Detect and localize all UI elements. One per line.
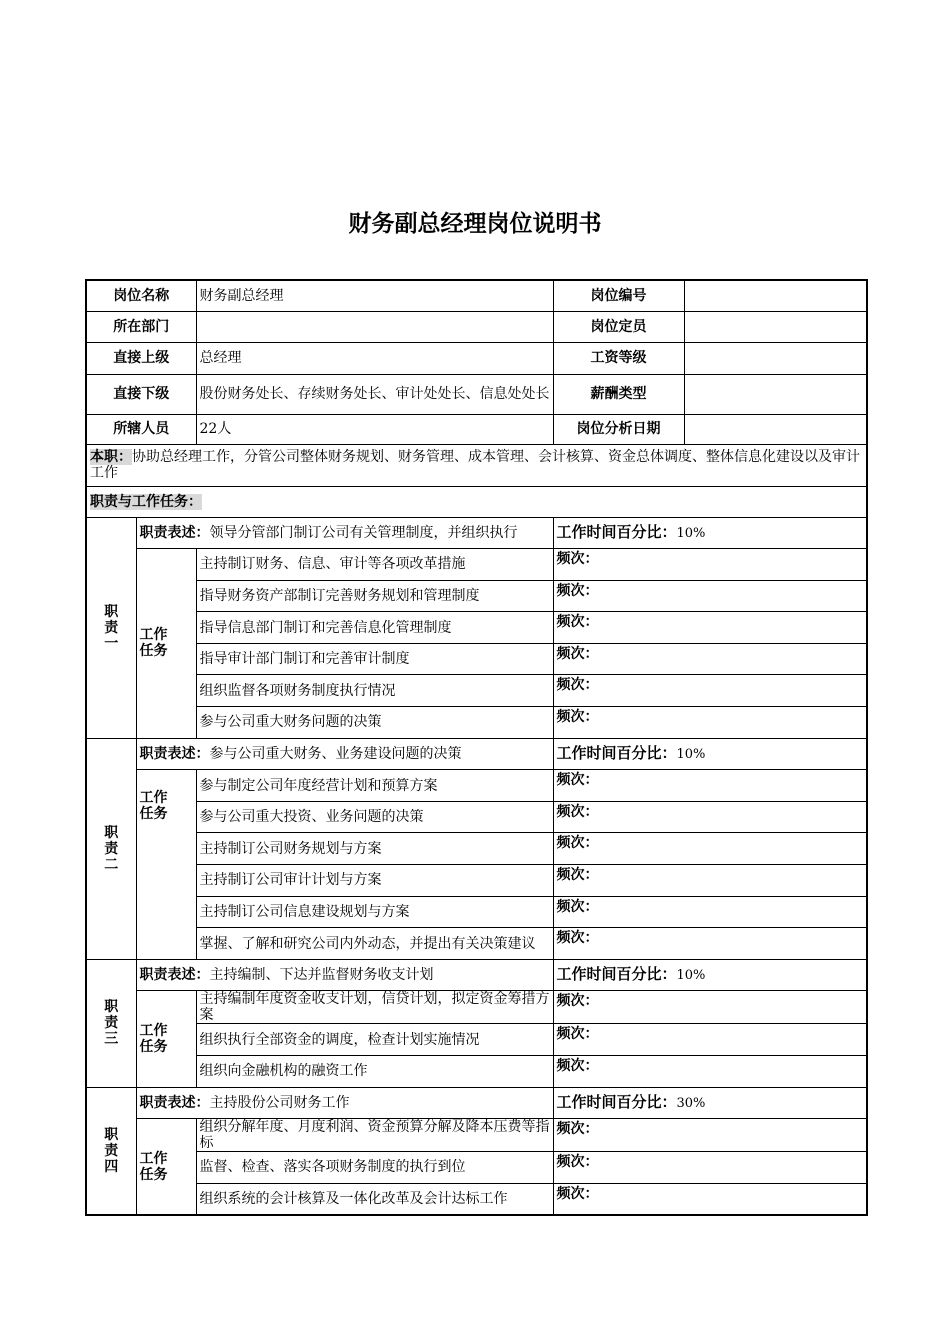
- time-pct-value: 30%: [676, 1095, 706, 1111]
- task-row: [86, 675, 867, 707]
- task-row: [86, 1024, 867, 1056]
- duty-name-text: 职责一: [104, 603, 119, 652]
- frequency-label: 频次：: [553, 991, 867, 1024]
- managed-value: 22人: [196, 414, 553, 444]
- task-row: [86, 643, 867, 675]
- frequency-label: 频次：: [553, 612, 867, 644]
- row-position-name: [86, 280, 867, 311]
- frequency-label: 频次：: [553, 1183, 867, 1215]
- task-row: [86, 612, 867, 644]
- task-text: 主持制订公司信息建设规划与方案: [196, 896, 553, 928]
- frequency-label: 频次：: [553, 801, 867, 833]
- subordinate-value: 股份财务处长、存续财务处长、审计处处长、信息处处长: [196, 374, 553, 414]
- duty-statement-text: 参与公司重大财务、业务建设问题的决策: [209, 745, 462, 762]
- row-managed: [86, 414, 867, 444]
- managed-label: 所辖人员: [86, 414, 196, 444]
- duty-statement-row: [86, 517, 867, 549]
- wage-grade-value: [684, 342, 867, 374]
- task-row: [86, 896, 867, 928]
- row-duties-heading: [86, 486, 867, 517]
- frequency-label: 频次：: [553, 865, 867, 897]
- work-task-label-text: 工作任务: [139, 627, 168, 660]
- subordinate-label: 直接下级: [86, 374, 196, 414]
- task-row: [86, 801, 867, 833]
- duties-heading: 职责与工作任务：: [90, 493, 202, 510]
- frequency-label: 频次：: [553, 675, 867, 707]
- frequency-label: 频次：: [553, 770, 867, 802]
- work-task-label: [136, 549, 196, 739]
- duty-name-text: 职责四: [104, 1126, 119, 1175]
- department-value: [196, 311, 553, 342]
- task-text: 参与公司重大投资、业务问题的决策: [196, 801, 553, 833]
- duty-statement-cell: [136, 738, 553, 770]
- task-text: 组织系统的会计核算及一体化改革及会计达标工作: [196, 1183, 553, 1215]
- row-department: [86, 311, 867, 342]
- frequency-label: 频次：: [553, 1152, 867, 1184]
- document-title: 财务副总经理岗位说明书: [348, 211, 602, 237]
- staffing-value: [684, 311, 867, 342]
- job-description-table: [85, 279, 868, 1216]
- staffing-label: 岗位定员: [553, 311, 684, 342]
- frequency-label: 频次：: [553, 643, 867, 675]
- task-text: 指导审计部门制订和完善审计制度: [196, 643, 553, 675]
- task-text: 主持制订财务、信息、审计等各项改革措施: [196, 549, 553, 581]
- task-text: 组织向金融机构的融资工作: [196, 1056, 553, 1088]
- summary-cell: [86, 444, 867, 486]
- task-row: [86, 833, 867, 865]
- duty-statement-cell: [136, 517, 553, 549]
- frequency-label: 频次：: [553, 1024, 867, 1056]
- duty-statement-label: 职责表述：: [139, 967, 210, 984]
- duty-statement-row: [86, 1087, 867, 1119]
- duty-name-text: 职责二: [104, 824, 119, 873]
- duty-name: [86, 1087, 136, 1215]
- time-pct-label: 工作时间百分比：: [556, 965, 677, 984]
- frequency-label: 频次：: [553, 896, 867, 928]
- task-text: 参与公司重大财务问题的决策: [196, 707, 553, 739]
- duty-name: [86, 517, 136, 738]
- task-row: [86, 1183, 867, 1215]
- salary-type-value: [684, 374, 867, 414]
- position-name-label: 岗位名称: [86, 280, 196, 311]
- row-superior: [86, 342, 867, 374]
- salary-type-label: 薪酬类型: [553, 374, 684, 414]
- duties-heading-cell: [86, 486, 867, 517]
- duty-statement-text: 主持编制、下达并监督财务收支计划: [209, 967, 434, 984]
- time-pct-label: 工作时间百分比：: [556, 743, 677, 762]
- time-pct-cell: [553, 738, 867, 770]
- work-task-label: [136, 770, 196, 960]
- work-task-label: [136, 991, 196, 1087]
- task-row: [86, 707, 867, 739]
- time-pct-label: 工作时间百分比：: [556, 522, 677, 541]
- task-text: 主持制订公司审计计划与方案: [196, 865, 553, 897]
- time-pct-value: 10%: [676, 968, 706, 984]
- duty-name-text: 职责三: [104, 999, 119, 1048]
- task-row: [86, 1152, 867, 1184]
- duty-statement-label: 职责表述：: [139, 745, 210, 762]
- superior-label: 直接上级: [86, 342, 196, 374]
- task-text: 指导财务资产部制订完善财务规划和管理制度: [196, 580, 553, 612]
- summary-label: 本职：: [90, 449, 132, 465]
- duty-statement-row: [86, 959, 867, 991]
- analysis-date-value: [684, 414, 867, 444]
- row-summary: [86, 444, 867, 486]
- task-row: [86, 991, 867, 1024]
- duty-name: [86, 959, 136, 1087]
- work-task-label-text: 工作任务: [139, 790, 168, 823]
- task-text: 主持制订公司财务规划与方案: [196, 833, 553, 865]
- wage-grade-label: 工资等级: [553, 342, 684, 374]
- task-text: 指导信息部门制订和完善信息化管理制度: [196, 612, 553, 644]
- task-text: 掌握、了解和研究公司内外动态，并提出有关决策建议: [196, 928, 553, 960]
- task-text: 参与制定公司年度经营计划和预算方案: [196, 770, 553, 802]
- time-pct-cell: [553, 959, 867, 991]
- task-row: [86, 549, 867, 581]
- task-row: [86, 865, 867, 897]
- duty-statement-cell: [136, 959, 553, 991]
- frequency-label: 频次：: [553, 833, 867, 865]
- summary-text: 协助总经理工作，分管公司整体财务规划、财务管理、成本管理、会计核算、资金总体调度、整体信息化建设以及审计工作: [90, 449, 860, 481]
- duty-statement-text: 领导分管部门制订公司有关管理制度，并组织执行: [209, 524, 518, 541]
- task-text: 监督、检查、落实各项财务制度的执行到位: [196, 1152, 553, 1184]
- position-name-value: 财务副总经理: [196, 280, 553, 311]
- duty-statement-label: 职责表述：: [139, 524, 210, 541]
- task-text: 组织分解年度、月度利润、资金预算分解及降本压费等指标: [196, 1119, 553, 1152]
- work-task-label-text: 工作任务: [139, 1023, 168, 1055]
- task-text: 组织监督各项财务制度执行情况: [196, 675, 553, 707]
- frequency-label: 频次：: [553, 1119, 867, 1152]
- task-row: [86, 1119, 867, 1152]
- row-subordinate: [86, 374, 867, 414]
- duty-statement-label: 职责表述：: [139, 1094, 210, 1111]
- duty-statement-cell: [136, 1087, 553, 1119]
- duty-statement-text: 主持股份公司财务工作: [209, 1094, 350, 1111]
- duty-statement-row: [86, 738, 867, 770]
- task-row: [86, 770, 867, 802]
- frequency-label: 频次：: [553, 580, 867, 612]
- task-row: [86, 928, 867, 960]
- position-code-label: 岗位编号: [553, 280, 684, 311]
- task-row: [86, 580, 867, 612]
- task-text: 组织执行全部资金的调度，检查计划实施情况: [196, 1024, 553, 1056]
- frequency-label: 频次：: [553, 1056, 867, 1088]
- time-pct-value: 10%: [676, 525, 706, 541]
- frequency-label: 频次：: [553, 707, 867, 739]
- work-task-label-text: 工作任务: [139, 1150, 168, 1183]
- task-row: [86, 1056, 867, 1088]
- time-pct-label: 工作时间百分比：: [556, 1092, 677, 1111]
- task-text: 主持编制年度资金收支计划，信贷计划，拟定资金筹措方案: [196, 991, 553, 1024]
- analysis-date-label: 岗位分析日期: [553, 414, 684, 444]
- position-code-value: [684, 280, 867, 311]
- work-task-label: [136, 1119, 196, 1215]
- time-pct-cell: [553, 1087, 867, 1119]
- superior-value: 总经理: [196, 342, 553, 374]
- frequency-label: 频次：: [553, 928, 867, 960]
- time-pct-cell: [553, 517, 867, 549]
- frequency-label: 频次：: [553, 549, 867, 581]
- department-label: 所在部门: [86, 311, 196, 342]
- time-pct-value: 10%: [676, 746, 706, 762]
- duty-name: [86, 738, 136, 959]
